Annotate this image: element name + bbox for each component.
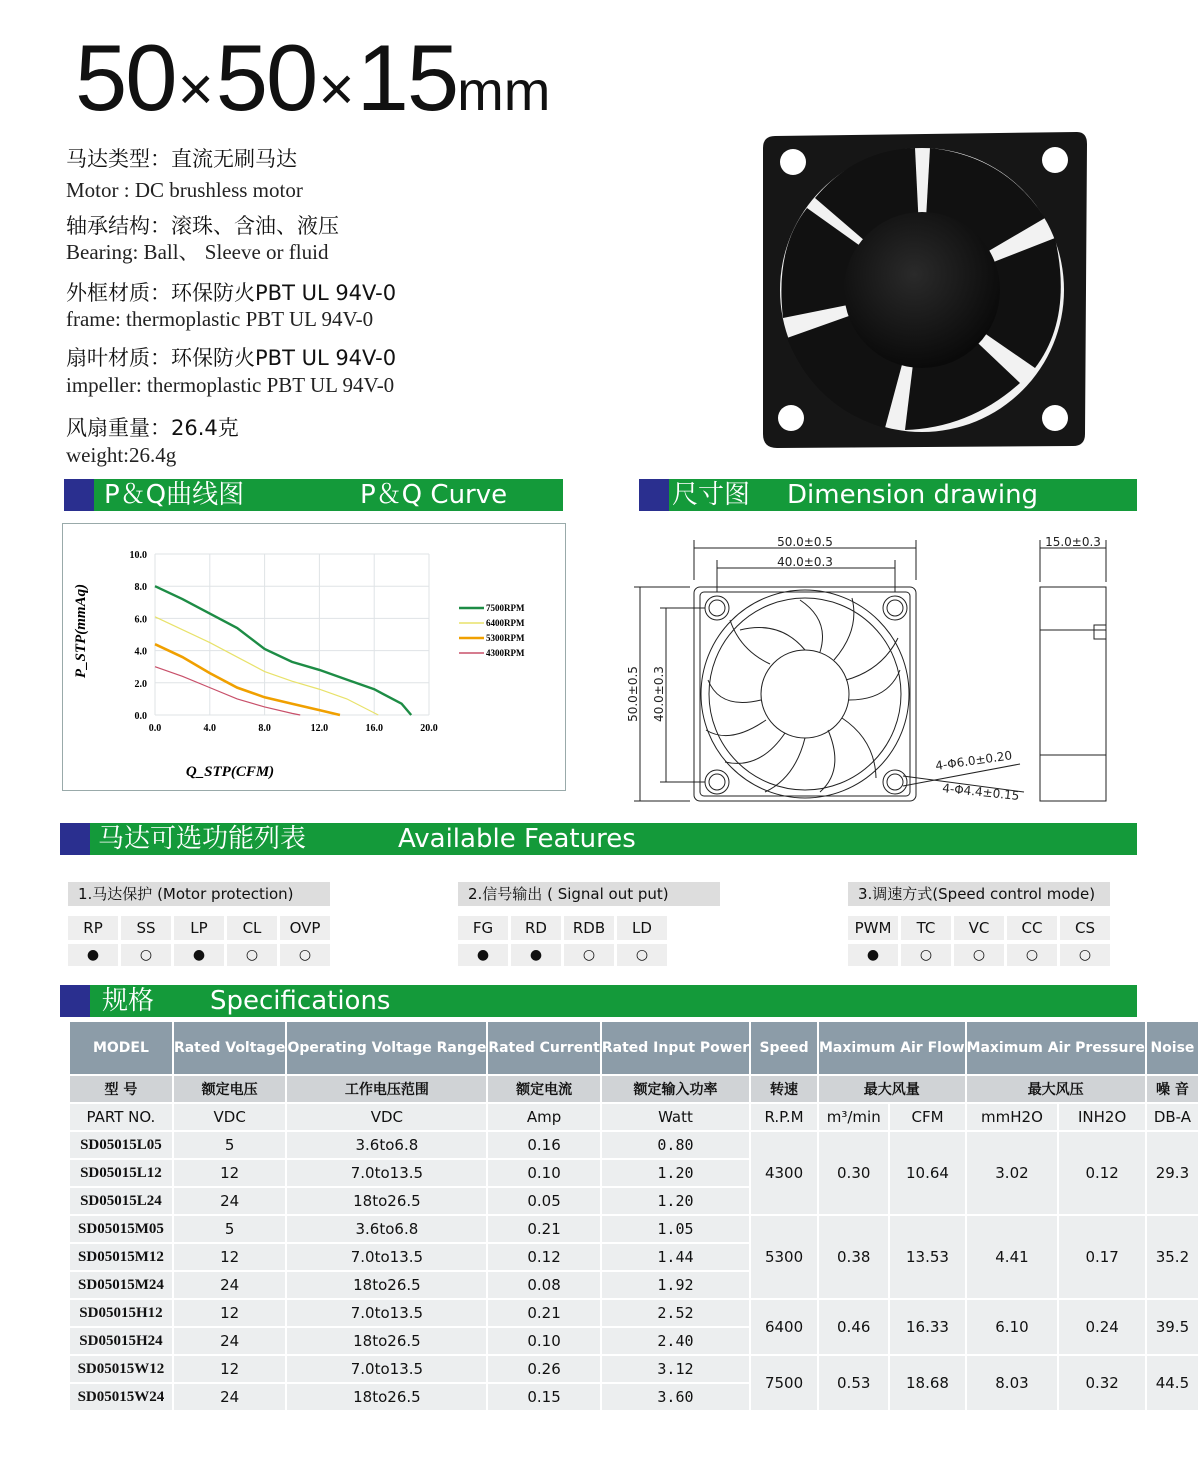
pq-chart bbox=[63, 524, 563, 788]
spec-power: 3.12 bbox=[602, 1356, 749, 1382]
property-bearing-cn: 轴承结构：滚珠、含油、液压 bbox=[66, 214, 339, 238]
spec-table bbox=[68, 1020, 1200, 1412]
spec-bar-accent bbox=[60, 985, 90, 1017]
feature-code: RD bbox=[511, 916, 561, 940]
feature-code: OVP bbox=[280, 916, 330, 940]
spec-header-cn-rated-power: 额定输入功率 bbox=[602, 1076, 749, 1102]
pq-tick-labels bbox=[130, 550, 438, 734]
pq-section-bar bbox=[64, 479, 563, 511]
spec-current: 0.08 bbox=[488, 1272, 600, 1298]
spec-power: 1.20 bbox=[602, 1160, 749, 1186]
spec-header-cn-noise: 噪 音 bbox=[1147, 1076, 1198, 1102]
title-depth: 15 bbox=[356, 25, 458, 130]
spec-header-model: MODEL bbox=[70, 1022, 172, 1074]
title-height: 50 bbox=[215, 25, 317, 130]
feature-code: VC bbox=[954, 916, 1004, 940]
feature-code: LP bbox=[174, 916, 224, 940]
spec-voltage-range: 7.0to13.5 bbox=[287, 1300, 486, 1326]
feature-group-title: 1.马达保护 (Motor protection) bbox=[68, 882, 330, 906]
spec-part-no: SD05015M24 bbox=[70, 1272, 172, 1298]
title-times-1: × bbox=[177, 55, 214, 124]
pq-section-en: P＆Q Curve bbox=[360, 480, 508, 510]
spec-header-cn-speed: 转速 bbox=[751, 1076, 817, 1102]
spec-header-air-pressure: Maximum Air Pressure bbox=[967, 1022, 1145, 1074]
spec-unit: VDC bbox=[174, 1104, 286, 1130]
spec-noise: 44.5 bbox=[1147, 1356, 1198, 1410]
property-impeller-cn: 扇叶材质：环保防火PBT UL 94V-0 bbox=[66, 346, 397, 370]
spec-noise: 39.5 bbox=[1147, 1300, 1198, 1354]
spec-current: 0.05 bbox=[488, 1188, 600, 1214]
spec-rated-voltage: 12 bbox=[174, 1356, 286, 1382]
spec-voltage-range: 3.6to6.8 bbox=[287, 1132, 486, 1158]
property-impeller-en: impeller: thermoplastic PBT UL 94V-0 bbox=[66, 373, 395, 397]
feature-code: TC bbox=[901, 916, 951, 940]
spec-rated-voltage: 12 bbox=[174, 1300, 286, 1326]
title-unit: mm bbox=[457, 59, 551, 122]
spec-voltage-range: 7.0to13.5 bbox=[287, 1160, 486, 1186]
spec-flow-m3: 0.46 bbox=[819, 1300, 889, 1354]
spec-rated-voltage: 24 bbox=[174, 1188, 286, 1214]
feature-code: RP bbox=[68, 916, 118, 940]
spec-pressure-inh2o: 0.12 bbox=[1059, 1132, 1144, 1214]
feature-code: CL bbox=[227, 916, 277, 940]
feature-optional-dot: ○ bbox=[617, 944, 667, 966]
spec-noise: 35.2 bbox=[1147, 1216, 1198, 1298]
feature-optional-dot: ○ bbox=[954, 944, 1004, 966]
pq-grid bbox=[155, 554, 429, 715]
spec-header-cn-rated-current: 额定电流 bbox=[488, 1076, 600, 1102]
dim-width-outer: 50.0±0.5 bbox=[777, 535, 833, 549]
spec-unit: VDC bbox=[287, 1104, 486, 1130]
spec-power: 2.52 bbox=[602, 1300, 749, 1326]
spec-current: 0.15 bbox=[488, 1384, 600, 1410]
spec-unit: PART NO. bbox=[70, 1104, 172, 1130]
spec-rated-voltage: 12 bbox=[174, 1160, 286, 1186]
dimension-section-bar bbox=[639, 479, 1137, 511]
spec-rated-voltage: 5 bbox=[174, 1132, 286, 1158]
spec-current: 0.21 bbox=[488, 1216, 600, 1242]
dimension-section-cn: 尺寸图 bbox=[672, 480, 751, 510]
spec-flow-cfm: 18.68 bbox=[890, 1356, 964, 1410]
spec-part-no: SD05015L24 bbox=[70, 1188, 172, 1214]
feature-optional-dot: ○ bbox=[121, 944, 171, 966]
dimension-section-en: Dimension drawing bbox=[787, 480, 1039, 510]
spec-header-rated-voltage: Rated Voltage bbox=[174, 1022, 286, 1074]
pq-legend-label: 6400RPM bbox=[486, 618, 525, 628]
spec-pressure-inh2o: 0.32 bbox=[1059, 1356, 1144, 1410]
spec-flow-m3: 0.30 bbox=[819, 1132, 889, 1214]
property-frame-cn: 外框材质：环保防火PBT UL 94V-0 bbox=[66, 281, 397, 305]
feature-code: PWM bbox=[848, 916, 898, 940]
spec-power: 3.60 bbox=[602, 1384, 749, 1410]
spec-unit: Amp bbox=[488, 1104, 600, 1130]
spec-part-no: SD05015M05 bbox=[70, 1216, 172, 1242]
spec-table-row bbox=[70, 1132, 1198, 1158]
property-weight-en: weight:26.4g bbox=[66, 443, 177, 467]
spec-pressure-mmh2o: 6.10 bbox=[967, 1300, 1058, 1354]
spec-header-cn-model: 型 号 bbox=[70, 1076, 172, 1102]
feature-code: CC bbox=[1007, 916, 1057, 940]
spec-header-rated-power: Rated Input Power bbox=[602, 1022, 749, 1074]
pq-legend-label: 5300RPM bbox=[486, 633, 525, 643]
spec-speed: 6400 bbox=[751, 1300, 817, 1354]
feature-optional-dot: ○ bbox=[1060, 944, 1110, 966]
spec-rated-voltage: 24 bbox=[174, 1328, 286, 1354]
spec-rated-voltage: 24 bbox=[174, 1384, 286, 1410]
spec-unit: Watt bbox=[602, 1104, 749, 1130]
spec-header-air-flow: Maximum Air Flow bbox=[819, 1022, 965, 1074]
spec-unit: DB-A bbox=[1147, 1104, 1198, 1130]
feature-code: CS bbox=[1060, 916, 1110, 940]
spec-voltage-range: 18to26.5 bbox=[287, 1188, 486, 1214]
spec-pressure-mmh2o: 3.02 bbox=[967, 1132, 1058, 1214]
dim-height-outer: 50.0±0.5 bbox=[626, 666, 640, 722]
title-width: 50 bbox=[75, 25, 176, 130]
spec-pressure-inh2o: 0.17 bbox=[1059, 1216, 1144, 1298]
spec-part-no: SD05015L05 bbox=[70, 1132, 172, 1158]
pq-x-tick-label: 4.0 bbox=[203, 723, 217, 734]
pq-x-tick-label: 12.0 bbox=[310, 723, 329, 734]
feature-supported-dot: ● bbox=[458, 944, 508, 966]
pq-x-tick-label: 8.0 bbox=[258, 723, 271, 734]
pq-series-line bbox=[155, 644, 340, 715]
spec-section-en: Specifications bbox=[210, 986, 391, 1016]
spec-pressure-mmh2o: 4.41 bbox=[967, 1216, 1058, 1298]
property-motor-en: Motor : DC brushless motor bbox=[66, 178, 303, 202]
pq-legend-label: 7500RPM bbox=[486, 603, 525, 613]
pq-y-tick-label: 2.0 bbox=[134, 678, 147, 690]
property-motor-cn: 马达类型：直流无刷马达 bbox=[66, 147, 297, 171]
pq-y-tick-label: 0.0 bbox=[134, 711, 147, 722]
spec-part-no: SD05015L12 bbox=[70, 1160, 172, 1186]
spec-flow-m3: 0.38 bbox=[819, 1216, 889, 1298]
dim-width-holes: 40.0±0.3 bbox=[777, 555, 833, 569]
feature-code: RDB bbox=[564, 916, 614, 940]
spec-part-no: SD05015W12 bbox=[70, 1356, 172, 1382]
pq-legend bbox=[459, 603, 525, 658]
spec-header-noise: Noise bbox=[1147, 1022, 1198, 1074]
spec-power: 0.80 bbox=[602, 1132, 749, 1158]
feature-supported-dot: ● bbox=[848, 944, 898, 966]
pq-x-axis-label: Q_STP(CFM) bbox=[185, 764, 275, 780]
spec-part-no: SD05015M12 bbox=[70, 1244, 172, 1270]
feature-supported-dot: ● bbox=[174, 944, 224, 966]
property-frame-en: frame: thermoplastic PBT UL 94V-0 bbox=[66, 307, 374, 331]
dimension-bar-accent bbox=[639, 479, 669, 511]
pq-x-tick-label: 20.0 bbox=[420, 723, 438, 734]
spec-flow-cfm: 16.33 bbox=[890, 1300, 964, 1354]
features-bar-accent bbox=[60, 823, 90, 855]
dim-hole-inner: 4-Φ4.4±0.15 bbox=[941, 781, 1021, 804]
pq-x-tick-label: 16.0 bbox=[365, 723, 383, 734]
pq-x-tick-label: 0.0 bbox=[148, 723, 162, 734]
spec-table-row bbox=[70, 1300, 1198, 1326]
spec-voltage-range: 7.0to13.5 bbox=[287, 1356, 486, 1382]
feature-optional-dot: ○ bbox=[280, 944, 330, 966]
spec-voltage-range: 18to26.5 bbox=[287, 1272, 486, 1298]
feature-code: FG bbox=[458, 916, 508, 940]
spec-unit: m³/min bbox=[819, 1104, 889, 1130]
spec-flow-cfm: 10.64 bbox=[890, 1132, 964, 1214]
spec-header-operating-voltage: Operating Voltage Range bbox=[287, 1022, 486, 1074]
dim-hole-outer: 4-Φ6.0±0.20 bbox=[934, 748, 1013, 773]
spec-header-cn-operating-voltage: 工作电压范围 bbox=[287, 1076, 486, 1102]
spec-power: 1.44 bbox=[602, 1244, 749, 1270]
feature-optional-dot: ○ bbox=[564, 944, 614, 966]
spec-voltage-range: 18to26.5 bbox=[287, 1384, 486, 1410]
spec-header-cn-rated-voltage: 额定电压 bbox=[174, 1076, 286, 1102]
feature-group-title: 2.信号输出 ( Signal out put) bbox=[458, 882, 720, 906]
spec-section-cn: 规格 bbox=[102, 986, 155, 1016]
spec-unit: R.P.M bbox=[751, 1104, 817, 1130]
spec-voltage-range: 7.0to13.5 bbox=[287, 1244, 486, 1270]
spec-unit: INH2O bbox=[1059, 1104, 1144, 1130]
feature-optional-dot: ○ bbox=[1007, 944, 1057, 966]
spec-flow-cfm: 13.53 bbox=[890, 1216, 964, 1298]
pq-section-cn: P＆Q曲线图 bbox=[104, 480, 245, 510]
features-section-cn: 马达可选功能列表 bbox=[98, 824, 307, 854]
spec-rated-voltage: 5 bbox=[174, 1216, 286, 1242]
spec-pressure-mmh2o: 8.03 bbox=[967, 1356, 1058, 1410]
pq-series-line bbox=[155, 617, 378, 715]
spec-part-no: SD05015H24 bbox=[70, 1328, 172, 1354]
spec-header-cn-air-flow: 最大风量 bbox=[819, 1076, 965, 1102]
features-section-bar bbox=[60, 823, 1137, 855]
feature-optional-dot: ○ bbox=[227, 944, 277, 966]
spec-voltage-range: 18to26.5 bbox=[287, 1328, 486, 1354]
title-times-2: × bbox=[318, 55, 355, 124]
spec-part-no: SD05015H12 bbox=[70, 1300, 172, 1326]
spec-power: 1.92 bbox=[602, 1272, 749, 1298]
spec-current: 0.12 bbox=[488, 1244, 600, 1270]
feature-code: LD bbox=[617, 916, 667, 940]
pq-legend-label: 4300RPM bbox=[486, 648, 525, 658]
property-weight-cn: 风扇重量：26.4克 bbox=[66, 416, 239, 440]
spec-current: 0.16 bbox=[488, 1132, 600, 1158]
pq-series-line bbox=[155, 667, 300, 715]
spec-pressure-inh2o: 0.24 bbox=[1059, 1300, 1144, 1354]
feature-group-title: 3.调速方式(Speed control mode) bbox=[848, 882, 1110, 906]
spec-part-no: SD05015W24 bbox=[70, 1384, 172, 1410]
feature-supported-dot: ● bbox=[68, 944, 118, 966]
spec-speed: 5300 bbox=[751, 1216, 817, 1298]
pq-bar-accent bbox=[64, 479, 94, 511]
spec-flow-m3: 0.53 bbox=[819, 1356, 889, 1410]
fan-product-image bbox=[755, 128, 1090, 450]
pq-y-tick-label: 6.0 bbox=[134, 614, 147, 626]
spec-header-speed: Speed bbox=[751, 1022, 817, 1074]
spec-header-rated-current: Rated Current bbox=[488, 1022, 600, 1074]
pq-y-tick-label: 10.0 bbox=[129, 550, 147, 561]
pq-y-axis-label: P_STP(mmAq) bbox=[73, 583, 89, 679]
spec-power: 2.40 bbox=[602, 1328, 749, 1354]
feature-optional-dot: ○ bbox=[901, 944, 951, 966]
spec-rated-voltage: 12 bbox=[174, 1244, 286, 1270]
spec-voltage-range: 3.6to6.8 bbox=[287, 1216, 486, 1242]
dimension-drawing bbox=[620, 530, 1120, 810]
property-bearing-en: Bearing: Ball、 Sleeve or fluid bbox=[66, 240, 329, 264]
spec-table-row bbox=[70, 1216, 1198, 1242]
spec-header-cn-air-pressure: 最大风压 bbox=[967, 1076, 1145, 1102]
spec-power: 1.20 bbox=[602, 1188, 749, 1214]
spec-noise: 29.3 bbox=[1147, 1132, 1198, 1214]
feature-code: SS bbox=[121, 916, 171, 940]
spec-unit: CFM bbox=[890, 1104, 964, 1130]
pq-y-tick-label: 8.0 bbox=[134, 582, 147, 594]
spec-section-bar bbox=[60, 985, 1137, 1017]
spec-unit: mmH2O bbox=[967, 1104, 1058, 1130]
pq-y-tick-label: 4.0 bbox=[134, 646, 147, 658]
features-section-en: Available Features bbox=[398, 824, 636, 854]
spec-speed: 4300 bbox=[751, 1132, 817, 1214]
spec-rated-voltage: 24 bbox=[174, 1272, 286, 1298]
spec-current: 0.21 bbox=[488, 1300, 600, 1326]
spec-power: 1.05 bbox=[602, 1216, 749, 1242]
product-title bbox=[75, 25, 551, 130]
spec-table-row bbox=[70, 1356, 1198, 1382]
feature-supported-dot: ● bbox=[511, 944, 561, 966]
spec-current: 0.10 bbox=[488, 1328, 600, 1354]
dim-height-holes: 40.0±0.3 bbox=[652, 666, 666, 722]
spec-current: 0.10 bbox=[488, 1160, 600, 1186]
spec-speed: 7500 bbox=[751, 1356, 817, 1410]
spec-current: 0.26 bbox=[488, 1356, 600, 1382]
dim-depth: 15.0±0.3 bbox=[1045, 535, 1101, 549]
